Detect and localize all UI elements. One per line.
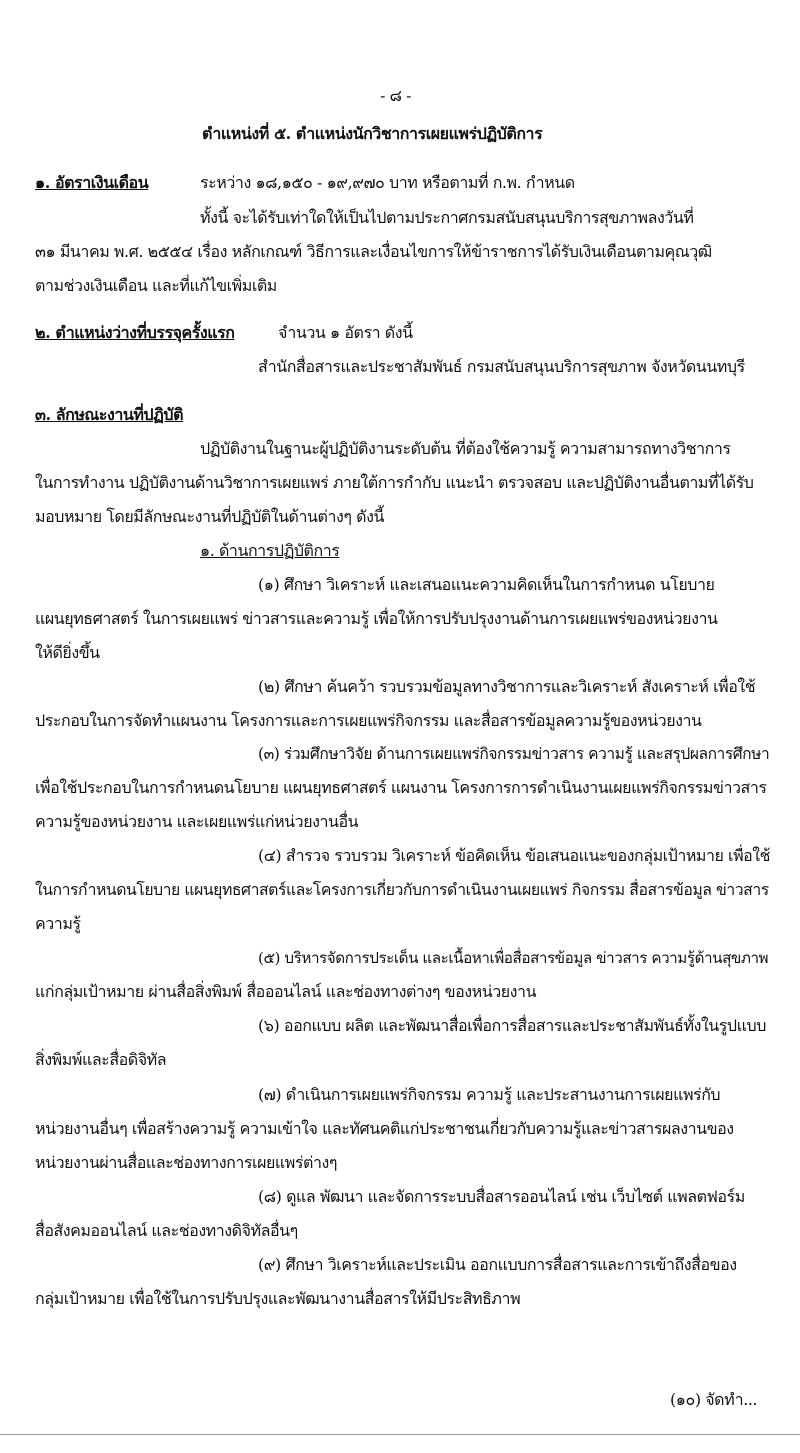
bottom-divider <box>0 1434 800 1435</box>
duty-item-cont: สิ่งพิมพ์และสื่อดิจิทัล <box>35 1050 167 1069</box>
duty-item: (๕) บริหารจัดการประเด็น และเนื้อหาเพื่อสื่อสารข้อมูล ข่าวสาร ความรู้ด้านสุขภาพ <box>258 949 769 967</box>
section-1-line-1: ทั้งนี้ จะได้รับเท่าใดให้เป็นไปตามประกาศกรมสนับสนุนบริการสุขภาพลงวันที่ <box>200 208 694 227</box>
section-3-intro-line-2: ในการทำงาน ปฏิบัติงานด้านวิชาการเผยแพร่ ภายใต้การกำกับ แนะนำ ตรวจสอบ และปฏิบัติงานอื่นตามที่ได้รับ <box>35 473 754 492</box>
duty-item: (๒) ศึกษา ค้นคว้า รวบรวมข้อมูลทางวิชาการและวิเคราะห์ สังเคราะห์ เพื่อใช้ <box>258 677 756 696</box>
duty-item-cont: หน่วยงานอื่นๆ เพื่อสร้างความรู้ ความเข้าใจ และทัศนคติแก่ประชาชนเกี่ยวกับความรู้และข่าวสารผลงานของ <box>35 1119 734 1138</box>
sub-heading-operations: ๑. ด้านการปฏิบัติการ <box>200 541 340 560</box>
section-1-heading: ๑. อัตราเงินเดือน <box>35 173 149 192</box>
duty-item-cont: แผนยุทธศาสตร์ ในการเผยแพร่ ข่าวสารและความรู้ เพื่อให้การปรับปรุงงานด้านการเผยแพร่ของหน่วยงาน <box>35 609 718 628</box>
section-1-line-2: ๓๑ มีนาคม พ.ศ. ๒๕๕๔ เรื่อง หลักเกณฑ์ วิธีการและเงื่อนไขการให้ข้าราชการได้รับเงินเดือนตามคุณวุฒิ <box>35 242 712 261</box>
section-1-line-3: ตามช่วงเงินเดือน และที่แก้ไขเพิ่มเติม <box>35 276 277 295</box>
duty-item: (๗) ดำเนินการเผยแพร่กิจกรรม ความรู้ และประสานงานการเผยแพร่กับ <box>258 1085 721 1104</box>
duty-item-cont: เพื่อใช้ประกอบในการกำหนดนโยบาย แผนยุทธศาสตร์ แผนงาน โครงการการดำเนินงานเผยแพร่กิจกรรมข่าวสาร <box>35 778 767 797</box>
duty-item: (๔) สำรวจ รวบรวม วิเคราะห์ ข้อคิดเห็น ข้อเสนอแนะของกลุ่มเป้าหมาย เพื่อใช้ <box>258 846 771 865</box>
duty-item-cont: สื่อสังคมออนไลน์ และช่องทางดิจิทัลอื่นๆ <box>35 1221 298 1240</box>
duty-item: (๑) ศึกษา วิเคราะห์ และเสนอแนะความคิดเห็นในการกำหนด นโยบาย <box>258 575 715 594</box>
duty-item-cont: ในการกำหนดนโยบาย แผนยุทธศาสตร์และโครงการเกี่ยวกับการดำเนินงานเผยแพร่ กิจกรรม สื่อสารข้อมูล ข่าวสาร <box>35 880 769 899</box>
page-number: - ๘ - <box>380 86 412 105</box>
vacancy-count: จำนวน ๑ อัตรา ดังนี้ <box>278 323 413 342</box>
section-2-heading: ๒. ตำแหน่งว่างที่บรรจุครั้งแรก <box>35 323 235 342</box>
duty-item-cont: หน่วยงานผ่านสื่อและช่องทางการเผยแพร่ต่างๆ <box>35 1153 338 1172</box>
duty-item: (๖) ออกแบบ ผลิต และพัฒนาสื่อเพื่อการสื่อสารและประชาสัมพันธ์ทั้งในรูปแบบ <box>258 1016 766 1035</box>
duty-item: (๘) ดูแล พัฒนา และจัดการระบบสื่อสารออนไลน์ เช่น เว็บไซต์ แพลตฟอร์ม <box>258 1187 745 1206</box>
vacancy-unit: สำนักสื่อสารและประชาสัมพันธ์ กรมสนับสนุนบริการสุขภาพ จังหวัดนนทบุรี <box>258 357 745 376</box>
duty-item: (๙) ศึกษา วิเคราะห์และประเมิน ออกแบบการสื่อสารและการเข้าถึงสื่อของ <box>258 1255 737 1274</box>
duty-item-cont: ประกอบในการจัดทำแผนงาน โครงการและการเผยแพร่กิจกรรม และสื่อสารข้อมูลความรู้ของหน่วยงาน <box>35 711 702 730</box>
continuation-marker: (๑๐) จัดทำ... <box>670 1390 758 1409</box>
duty-item: (๓) ร่วมศึกษาวิจัย ด้านการเผยแพร่กิจกรรมข่าวสาร ความรู้ และสรุปผลการศึกษา <box>258 745 770 763</box>
duty-item-cont: ให้ดียิ่งขึ้น <box>35 643 100 662</box>
salary-range: ระหว่าง ๑๘,๑๕๐ - ๑๙,๙๗๐ บาท หรือตามที่ ก.พ. กำหนด <box>200 173 575 192</box>
duty-item-cont: แก่กลุ่มเป้าหมาย ผ่านสื่อสิ่งพิมพ์ สื่อออนไลน์ และช่องทางต่างๆ ของหน่วยงาน <box>35 982 537 1001</box>
section-3-heading: ๓. ลักษณะงานที่ปฏิบัติ <box>35 405 184 424</box>
duty-item-cont: กลุ่มเป้าหมาย เพื่อใช้ในการปรับปรุงและพัฒนางานสื่อสารให้มีประสิทธิภาพ <box>35 1289 521 1308</box>
document-title: ตำแหน่งที่ ๕. ตำแหน่งนักวิชาการเผยแพร่ปฏิบัติการ <box>202 124 543 143</box>
section-3-intro-line-3: มอบหมาย โดยมีลักษณะงานที่ปฏิบัติในด้านต่างๆ ดังนี้ <box>35 507 384 526</box>
duty-item-cont: ความรู้ของหน่วยงาน และเผยแพร่แก่หน่วยงานอื่น <box>35 812 359 831</box>
duty-item-cont: ความรู้ <box>35 914 81 933</box>
section-3-intro-line-1: ปฏิบัติงานในฐานะผู้ปฏิบัติงานระดับต้น ที่ต้องใช้ความรู้ ความสามารถทางวิชาการ <box>200 439 731 458</box>
